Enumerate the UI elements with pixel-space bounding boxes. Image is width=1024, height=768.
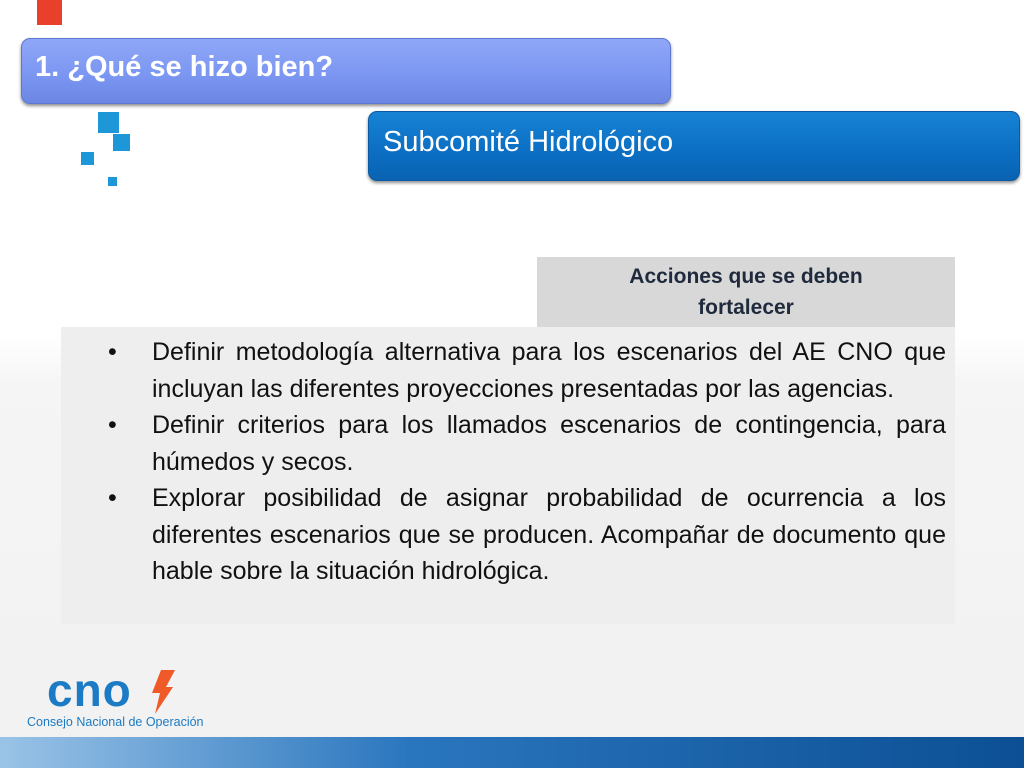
slide-subtitle: Subcomité Hidrológico [383, 126, 674, 158]
bullet-text: Definir criterios para los llamados escenarios de contingencia, para húmedos y secos. [152, 411, 946, 476]
title-banner [21, 38, 671, 104]
decorative-square-blue [113, 134, 130, 151]
lightning-bolt-icon [149, 670, 175, 714]
logo-wordmark: cno [47, 664, 132, 716]
actions-header-label: Acciones que se deben fortalecer [629, 265, 863, 319]
logo-caption: Consejo Nacional de Operación [27, 715, 204, 729]
decorative-square-blue [108, 177, 117, 186]
content-box [61, 327, 955, 624]
decorative-square-blue [81, 152, 94, 165]
decorative-square-blue [98, 112, 119, 133]
list-item [108, 334, 946, 407]
bullet-mark: • [108, 338, 117, 366]
actions-header [537, 257, 955, 327]
bullet-text: Definir metodología alternativa para los escenarios del AE CNO que incluyan las diferentes proyecciones presentadas por las agencias. [152, 338, 946, 403]
bullet-mark: • [108, 411, 117, 439]
slide-title: 1. ¿Qué se hizo bien? [35, 51, 334, 83]
subtitle-banner [368, 111, 1020, 181]
bullet-mark: • [108, 484, 117, 512]
list-item [108, 480, 946, 590]
cno-logo [27, 665, 217, 735]
bullet-text: Explorar posibilidad de asignar probabilidad de ocurrencia a los diferentes escenarios que se producen. Acompañar de documento que hable sobre la situación hidrológica. [152, 484, 946, 585]
footer-bar [0, 737, 1024, 768]
list-item [108, 407, 946, 480]
decorative-square-red [37, 0, 62, 25]
bullet-list [108, 334, 946, 590]
